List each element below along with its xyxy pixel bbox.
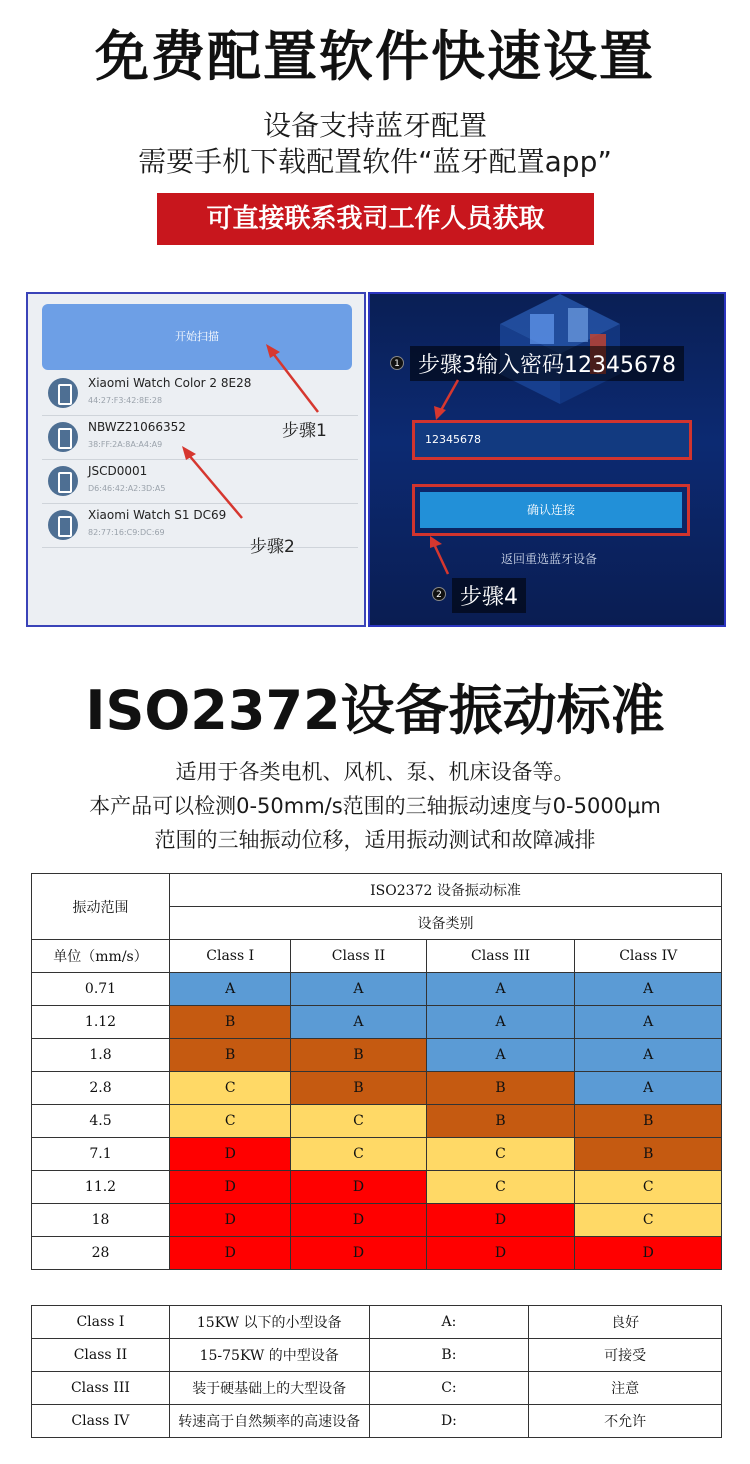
range-header: 振动范围 (32, 874, 170, 940)
legend-meaning-cell: 可接受 (529, 1339, 722, 1372)
start-scan-button[interactable]: 开始扫描 (42, 304, 352, 370)
grade-cell: D (291, 1204, 426, 1237)
category-header: 设备类别 (170, 907, 722, 940)
grade-cell: D (291, 1171, 426, 1204)
table-row (32, 1405, 722, 1438)
description-line-3: 范围的三轴振动位移，适用振动测试和故障减排 (154, 828, 596, 852)
table-row (32, 1039, 722, 1072)
step-arrows (28, 294, 368, 629)
app-screenshots (26, 292, 726, 627)
legend-meaning-cell: 注意 (529, 1372, 722, 1405)
velocity-cell: 11.2 (32, 1171, 170, 1204)
table-row (32, 1105, 722, 1138)
device-name: Xiaomi Watch Color 2 8E28 (88, 376, 252, 390)
table-row (32, 1204, 722, 1237)
device-mac: 38:FF:2A:8A:A4:A9 (88, 440, 163, 449)
step-1-label: 步骤1 (282, 421, 327, 441)
reselect-device-link[interactable]: 返回重选蓝牙设备 (500, 552, 597, 566)
page-title: 免费配置软件快速设置 (95, 25, 655, 88)
grade-cell: C (170, 1072, 291, 1105)
grade-cell: D (426, 1237, 575, 1270)
legend-desc-cell: 装于硬基础上的大型设备 (169, 1372, 369, 1405)
confirm-connect-button[interactable]: 确认连接 (420, 492, 682, 528)
legend-cls-cell: Class III (32, 1372, 170, 1405)
grade-cell: B (426, 1105, 575, 1138)
table-row (32, 1237, 722, 1270)
device-mac: D6:46:42:A2:3D:A5 (88, 484, 166, 493)
description-line-2: 本产品可以检测0-50mm/s范围的三轴振动速度与0-5000μm (89, 794, 661, 818)
class-header: Class IV (575, 940, 722, 973)
velocity-cell: 28 (32, 1237, 170, 1270)
grade-cell: A (426, 973, 575, 1006)
velocity-cell: 1.12 (32, 1006, 170, 1039)
table-row (32, 1306, 722, 1339)
step-4-label: 步骤4 (452, 578, 526, 613)
device-mac: 82:77:16:C9:DC:69 (88, 528, 165, 537)
arrow-head-3 (434, 406, 446, 420)
device-name: Xiaomi Watch S1 DC69 (88, 508, 227, 522)
grade-cell: A (575, 1006, 722, 1039)
legend-meaning-cell: 良好 (529, 1306, 722, 1339)
class-header: Class I (170, 940, 291, 973)
step-arrows-right (370, 294, 726, 627)
legend-cls-cell: Class IV (32, 1405, 170, 1438)
step-number-badge: 2 (432, 587, 446, 601)
device-name: JSCD0001 (88, 464, 148, 478)
grade-cell: C (291, 1105, 426, 1138)
grade-cell: D (170, 1204, 291, 1237)
grade-cell: C (575, 1171, 722, 1204)
table-title: ISO2372 设备振动标准 (170, 874, 722, 907)
table-row (32, 1339, 722, 1372)
grade-cell: D (170, 1171, 291, 1204)
grade-cell: A (426, 1039, 575, 1072)
velocity-cell: 7.1 (32, 1138, 170, 1171)
legend-grade-cell: D: (369, 1405, 529, 1438)
grade-cell: A (291, 973, 426, 1006)
password-input[interactable]: 12345678 (412, 420, 692, 460)
subtitle-line-2: 需要手机下载配置软件“蓝牙配置app” (138, 145, 612, 178)
grade-cell: B (170, 1039, 291, 1072)
iso-vibration-table (31, 873, 722, 1270)
table-row (32, 1072, 722, 1105)
grade-cell: D (426, 1204, 575, 1237)
arrow-line-2 (188, 454, 242, 518)
grade-cell: B (426, 1072, 575, 1105)
table-row (32, 1006, 722, 1039)
grade-cell: A (426, 1006, 575, 1039)
legend-grade-cell: C: (369, 1372, 529, 1405)
legend-meaning-cell: 不允许 (529, 1405, 722, 1438)
device-name: NBWZ21066352 (88, 420, 186, 434)
subtitle-line-1: 设备支持蓝牙配置 (262, 109, 487, 142)
arrow-head-2 (182, 446, 196, 460)
grade-cell: B (575, 1138, 722, 1171)
table-row (32, 1138, 722, 1171)
velocity-cell: 18 (32, 1204, 170, 1237)
velocity-cell: 1.8 (32, 1039, 170, 1072)
legend-desc-cell: 15KW 以下的小型设备 (169, 1306, 369, 1339)
table-row (32, 1372, 722, 1405)
description-line-1: 适用于各类电机、风机、泵、机床设备等。 (175, 760, 575, 784)
section-title: ISO2372设备振动标准 (85, 679, 665, 742)
scan-screen (26, 292, 366, 627)
grade-cell: A (170, 973, 291, 1006)
grade-cell: A (575, 973, 722, 1006)
confirm-highlight (412, 484, 690, 536)
table-row (32, 973, 722, 1006)
connect-screen (368, 292, 726, 627)
legend-grade-cell: A: (369, 1306, 529, 1339)
grade-cell: C (426, 1171, 575, 1204)
class-header: Class III (426, 940, 575, 973)
legend-grade-cell: B: (369, 1339, 529, 1372)
device-mac: 44:27:F3:42:8E:28 (88, 396, 163, 405)
legend-desc-cell: 转速高于自然频率的高速设备 (169, 1405, 369, 1438)
grade-cell: B (291, 1039, 426, 1072)
legend-table (31, 1305, 722, 1438)
grade-cell: A (291, 1006, 426, 1039)
table-row (32, 1171, 722, 1204)
arrow-head-1 (266, 344, 280, 358)
grade-cell: C (426, 1138, 575, 1171)
step-2-label: 步骤2 (250, 537, 295, 557)
unit-header: 单位（mm/s） (32, 940, 170, 973)
arrow-line-1 (272, 352, 318, 412)
velocity-cell: 4.5 (32, 1105, 170, 1138)
grade-cell: D (575, 1237, 722, 1270)
grade-cell: C (575, 1204, 722, 1237)
grade-cell: B (575, 1105, 722, 1138)
step-3-label: 步骤3输入密码12345678 (410, 346, 684, 381)
grade-cell: D (170, 1237, 291, 1270)
grade-cell: A (575, 1039, 722, 1072)
class-header: Class II (291, 940, 426, 973)
contact-staff-button[interactable]: 可直接联系我司工作人员获取 (157, 193, 594, 245)
grade-cell: D (170, 1138, 291, 1171)
grade-cell: A (575, 1072, 722, 1105)
legend-desc-cell: 15-75KW 的中型设备 (169, 1339, 369, 1372)
arrow-line-3 (440, 380, 458, 412)
grade-cell: B (291, 1072, 426, 1105)
legend-cls-cell: Class I (32, 1306, 170, 1339)
step-number-badge: 1 (390, 356, 404, 370)
velocity-cell: 0.71 (32, 973, 170, 1006)
grade-cell: C (291, 1138, 426, 1171)
grade-cell: D (291, 1237, 426, 1270)
grade-cell: B (170, 1006, 291, 1039)
legend-cls-cell: Class II (32, 1339, 170, 1372)
velocity-cell: 2.8 (32, 1072, 170, 1105)
grade-cell: C (170, 1105, 291, 1138)
